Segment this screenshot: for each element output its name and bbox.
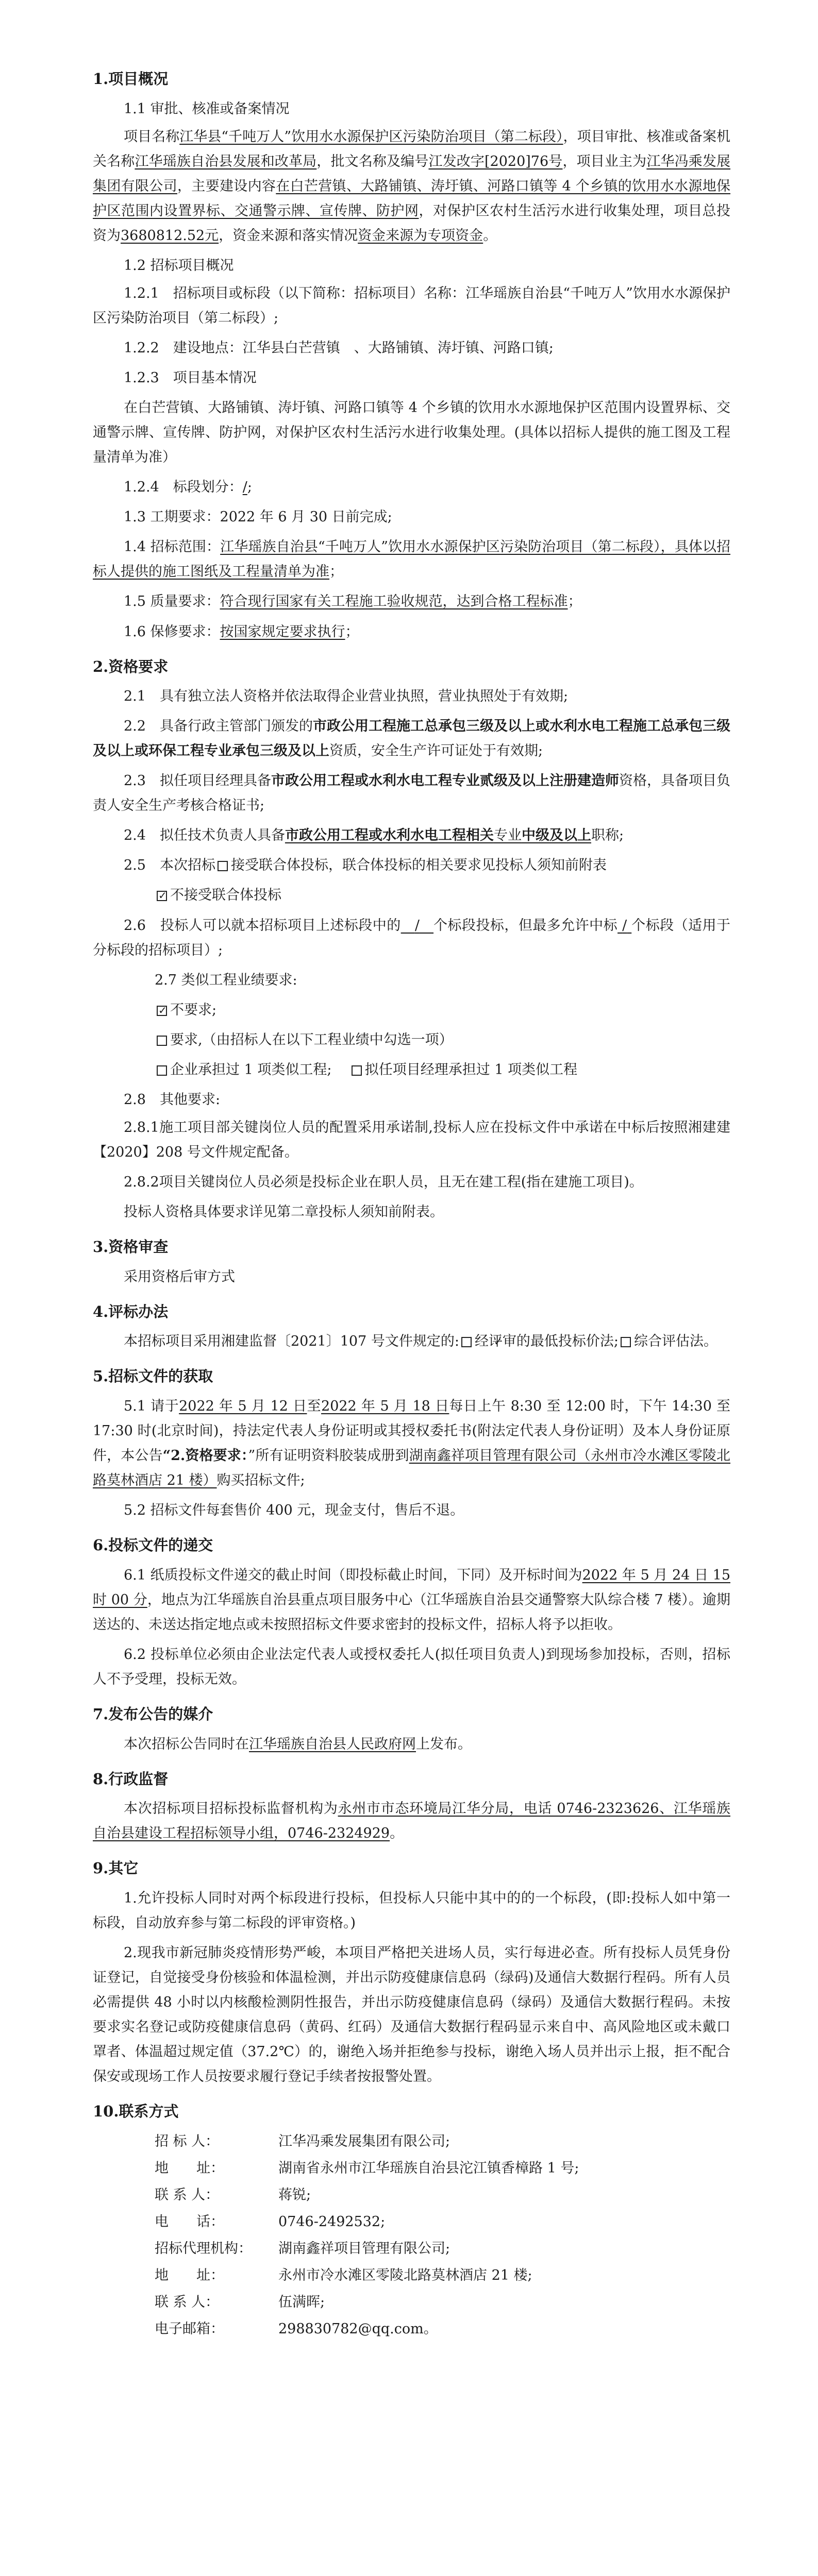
consortium-reject-option: ✓不接受联合体投标 [155,883,730,908]
project-owner: 江华冯乘发展集团有限公司 [93,153,731,194]
approval-authority: 江华瑶族自治县发展和改革局 [135,153,317,170]
experience-not-required-checkbox[interactable] [157,1006,167,1016]
consortium-reject-checkbox[interactable] [157,891,167,901]
item-2-8-2: 2.8.2项目关键岗位人员必须是投标企业在职人员，且无在建工程(指在建施工项目)。 [124,1174,643,1190]
section-10-title: 10.联系方式 [93,2103,179,2121]
section-7-title: 7.发布公告的媒介 [93,1705,213,1723]
project-manager-requirement: 市政公用工程或水利水电工程专业贰级及以上注册建造师 [271,773,619,789]
experience-not-required-option: ✓不要求; [155,998,730,1023]
item-1-3-duration: 1.3 工期要求：2022 年 6 月 30 日前完成; [124,509,392,526]
total-investment: 3680812.52元 [121,227,219,244]
contact-row: 联 系 人： 伍满晖; [155,2294,325,2311]
project-approval-paragraph: 项目名称江华县“千吨万人”饮用水水源保护区污染防治项目（第二标段），项目审批、核准或备案机关名称江华瑶族自治县发展和改革局，批文名称及编号江发改字[2020]76号，项目业主为江华冯乘发展集团有限公司，主要建设内容在白芒营镇、大路铺镇、涛圩镇、河路口镇等 4 个乡镇的饮用水水源地保护区范围内设置界标、交通警示牌、宣传牌、防护网，对保护区农村生活污水进行收集处理，项目总投资为3680812.52元，资金来源和落实情况资金来源为专项资金。 [93,128,731,244]
item-1-5-quality: 1.5 质量要求：符合现行国家有关工程施工验收规范，达到合格工程标准； [124,594,582,610]
company-experience-checkbox[interactable] [157,1065,167,1076]
project-basic-info: 在白芒营镇、大路铺镇、涛圩镇、河路口镇等 4 个乡镇的饮用水水源地保护区范围内设置界标、交通警示牌、宣传牌、防护网，对保护区农村生活污水进行收集处理。(具体以招标人提供的施工图及工程量清单为准） [93,400,730,466]
item-1-2-4: 1.2.4 标段划分：/; [124,479,252,496]
evaluation-method: 本招标项目采用湘建监督〔2021〕107 号文件规定的:✓ 经评审的最低投标价法; 综合评估法。 [93,1329,730,1354]
item-2-4: 2.4 拟任技术负责人具备市政公用工程或水利水电工程相关专业中级及以上职称; [124,827,624,844]
bid-section-count: / [414,917,420,934]
item-1-2-1: 1.2.1 招标项目或标段（以下简称：招标项目）名称：江华瑶族自治县“千吨万人”饮用水水源保护区污染防治项目（第二标段）; [93,285,730,326]
qualification-review-method: 采用资格后审方式 [124,1268,235,1285]
contact-row: 电 话： 0746-2492532; [155,2214,386,2230]
item-2-8-1: 2.8.1施工项目部关键岗位人员的配置采用承诺制,投标人应在投标文件中承诺在中标后按照湘建建【2020】208 号文件规定配备。 [93,1119,730,1160]
supervision-info: 本次招标项目招标投标监督机构为永州市市态环境局江华分局，电话 0746-2323626、江华瑶族自治县建设工程招标领导小组，0746-2324929。 [93,1801,731,1842]
item-1-4-scope: 1.4 招标范围：江华瑶族自治县“千吨万人”饮用水水源保护区污染防治项目（第二标段），具体以招标人提供的施工图纸及工程量清单为准； [93,539,730,580]
contact-row: 招 标 人： 江华冯乘发展集团有限公司; [155,2133,450,2149]
contact-row: 招标代理机构： 湖南鑫祥项目管理有限公司; [155,2241,450,2257]
document-sale-location: 湖南鑫祥项目管理有限公司（永州市冷水滩区零陵北路莫林酒店 21 楼） [93,1448,731,1489]
experience-required-option: 要求,（由招标人在以下工程业绩中勾选一项） [155,1028,730,1053]
publication-media: 本次招标公告同时在江华瑶族自治县人民政府网上发布。 [124,1736,472,1752]
warranty-requirement-value: 按国家规定要求执行 [220,623,345,640]
consortium-accept-checkbox[interactable] [218,861,228,871]
section-6-title: 6.投标文件的递交 [93,1536,213,1554]
contact-row: 联 系 人： 蒋锐; [155,2187,311,2204]
qualification-detail-note: 投标人资格具体要求详见第二章投标人须知前附表。 [124,1204,444,1220]
media-name: 江华瑶族自治县人民政府网 [249,1736,416,1752]
lowest-price-method-checkbox[interactable] [461,1337,472,1347]
section-division-value: / [242,479,247,496]
item-2-1: 2.1 具有独立法人资格并依法取得企业营业执照，营业执照处于有效期; [124,688,569,705]
contact-list [93,2129,730,2342]
item-1-2-3: 1.2.3 项目基本情况 [124,370,257,386]
construction-content: 在白芒营镇、大路铺镇、涛圩镇、河路口镇等 4 个乡镇的饮用水水源地保护区范围内设置界标、交通警示牌、宣传牌、防护网 [93,178,731,219]
manager-experience-checkbox[interactable] [352,1065,362,1076]
section-8-title: 8.行政监督 [93,1770,169,1788]
bid-deadline: 2022 年 5 月 24 日 15 时 00 分 [93,1567,730,1608]
section-1-title: 1.项目概况 [93,70,169,88]
item-1-6-warranty: 1.6 保修要求：按国家规定要求执行； [124,623,359,640]
experience-sub-options: 企业承担过 1 项类似工程; 拟任项目经理承担过 1 项类似工程 [155,1058,730,1082]
item-2-3: 2.3 拟任项目经理具备市政公用工程或水利水电工程专业贰级及以上注册建造师资格，具备项目负责人安全生产考核合格证书; [93,773,730,814]
item-1-2-2: 1.2.2 建设地点：江华县白芒营镇 、大路铺镇、涛圩镇、河路口镇; [124,340,554,357]
other-note-2: 2.现我市新冠肺炎疫情形势严峻，本项目严格把关进场人员，实行每进必查。所有投标人员凭身份证登记，自觉接受身份核验和体温检测，并出示防疫健康信息码（绿码)及通信大数据行程码。所有人员必需提供 48 小时以内核酸检测阴性报告，并出示防疫健康信息码（绿码）及通信大数据行程码。未按要求实名登记或防疫健康信息码（黄码、红码）及通信大数据行程码显示来自中、高风险地区或未戴口罩者、体温超过规定值（37.2℃）的，谢绝入场并拒绝参与投标，谢绝入场人员并出示上报，拒不配合保安或现场工作人员按要求履行登记手续者按报警处置。 [93,1945,730,2085]
subsection-1-1-title: 1.1 审批、核准或备案情况 [124,100,290,117]
section-5-title: 5.招标文件的获取 [93,1367,213,1385]
item-6-1: 6.1 纸质投标文件递交的截止时间（即投标截止时间，下同）及开标时间为2022 年 5 月 24 日 15 时 00 分，地点为江华瑶族自治县重点项目服务中心（江华瑶族自治县交通警察大队综合楼 7 楼）。逾期送达的、未送达指定地点或未按照招标文件要求密封的投标文件，招标人将予以拒收。 [93,1567,730,1633]
comprehensive-method-checkbox[interactable] [621,1337,631,1347]
technical-lead-field: 市政公用工程或水利水电工程相关 [285,827,494,844]
contact-row: 地 址： 湖南省永州市江华瑶族自治县沱江镇香樟路 1 号; [155,2160,579,2177]
other-note-1: 1.允许投标人同时对两个标段进行投标，但投标人只能中其中的的一个标段，(即:投标人如中第一标段，自动放弃参与第二标段的评审资格。) [93,1890,730,1931]
item-2-6: 2.6 投标人可以就本招标项目上述标段中的 / 个标段投标，但最多允许中标 / 个标段（适用于分标段的招标项目）; [93,917,731,958]
supervision-bodies: 永州市市态环境局江华分局，电话 0746-2323626、江华瑶族自治县建设工程招标领导小组，0746-2324929 [93,1801,731,1842]
item-2-2: 2.2 具备行政主管部门颁发的市政公用工程施工总承包三级及以上或水利水电工程施工总承包三级及以上或环保工程专业承包三级及以上资质，安全生产许可证处于有效期; [93,718,730,759]
subsection-1-2-title: 1.2 招标项目概况 [124,257,234,274]
max-winning-section-count: / [622,917,627,934]
project-name: 江华县“千吨万人”饮用水水源保护区污染防治项目（第二标段） [179,128,563,145]
fund-source: 资金来源为专项资金 [358,227,483,244]
item-5-1: 5.1 请于2022 年 5 月 12 日至2022 年 5 月 18 日每日上午 8:30 至 12:00 时，下午 14:30 至 17:30 时(北京时间)，持法定代表人身份证明或其授权委托书(附法定代表人身份证明）及本人身份证原件，本公告“2.资格要求：”所有证明资料胶装成册到湖南鑫祥项目管理有限公司（永州市冷水滩区零陵北路莫林酒店 21 楼）购买招标文件; [93,1398,731,1489]
technical-lead-title-level: 中级及以上 [521,827,591,844]
sale-start-date: 2022 年 5 月 12 日 [179,1398,307,1414]
tender-scope-value: 江华瑶族自治县“千吨万人”饮用水水源保护区污染防治项目（第二标段），具体以招标人提供的施工图纸及工程量清单为准 [93,539,730,580]
section-4-title: 4.评标办法 [93,1302,169,1320]
item-2-5: 2.5 本次招标 接受联合体投标，联合体投标的相关要求见投标人须知前附表 [124,857,607,874]
item-2-8: 2.8 其他要求: [124,1091,221,1108]
item-5-2: 5.2 招标文件每套售价 400 元，现金支付，售后不退。 [124,1502,464,1519]
contact-row: 地 址： 永州市冷水滩区零陵北路莫林酒店 21 楼; [155,2267,532,2284]
approval-document-number: 江发改字[2020]76号 [428,153,563,170]
section-9-title: 9.其它 [93,1859,139,1877]
section-3-title: 3.资格审查 [93,1238,169,1256]
item-2-7: 2.7 类似工程业绩要求: [155,972,297,988]
qualification-requirement: 市政公用工程施工总承包三级及以上或水利水电工程施工总承包三级及以上或环保工程专业承包三级及以上 [93,718,730,759]
contact-email-row: 电子邮箱： 298830782@qq.com。 [155,2321,438,2337]
item-6-2: 6.2 投标单位必须由企业法定代表人或授权委托人(拟任项目负责人)到现场参加投标，否则，招标人不予受理，投标无效。 [93,1646,730,1687]
experience-required-checkbox[interactable] [157,1036,167,1046]
sale-end-date: 2022 年 5 月 18 日 [321,1398,449,1414]
quality-requirement-value: 符合现行国家有关工程施工验收规范，达到合格工程标准 [220,594,568,610]
section-2-title: 2.资格要求 [93,657,169,675]
